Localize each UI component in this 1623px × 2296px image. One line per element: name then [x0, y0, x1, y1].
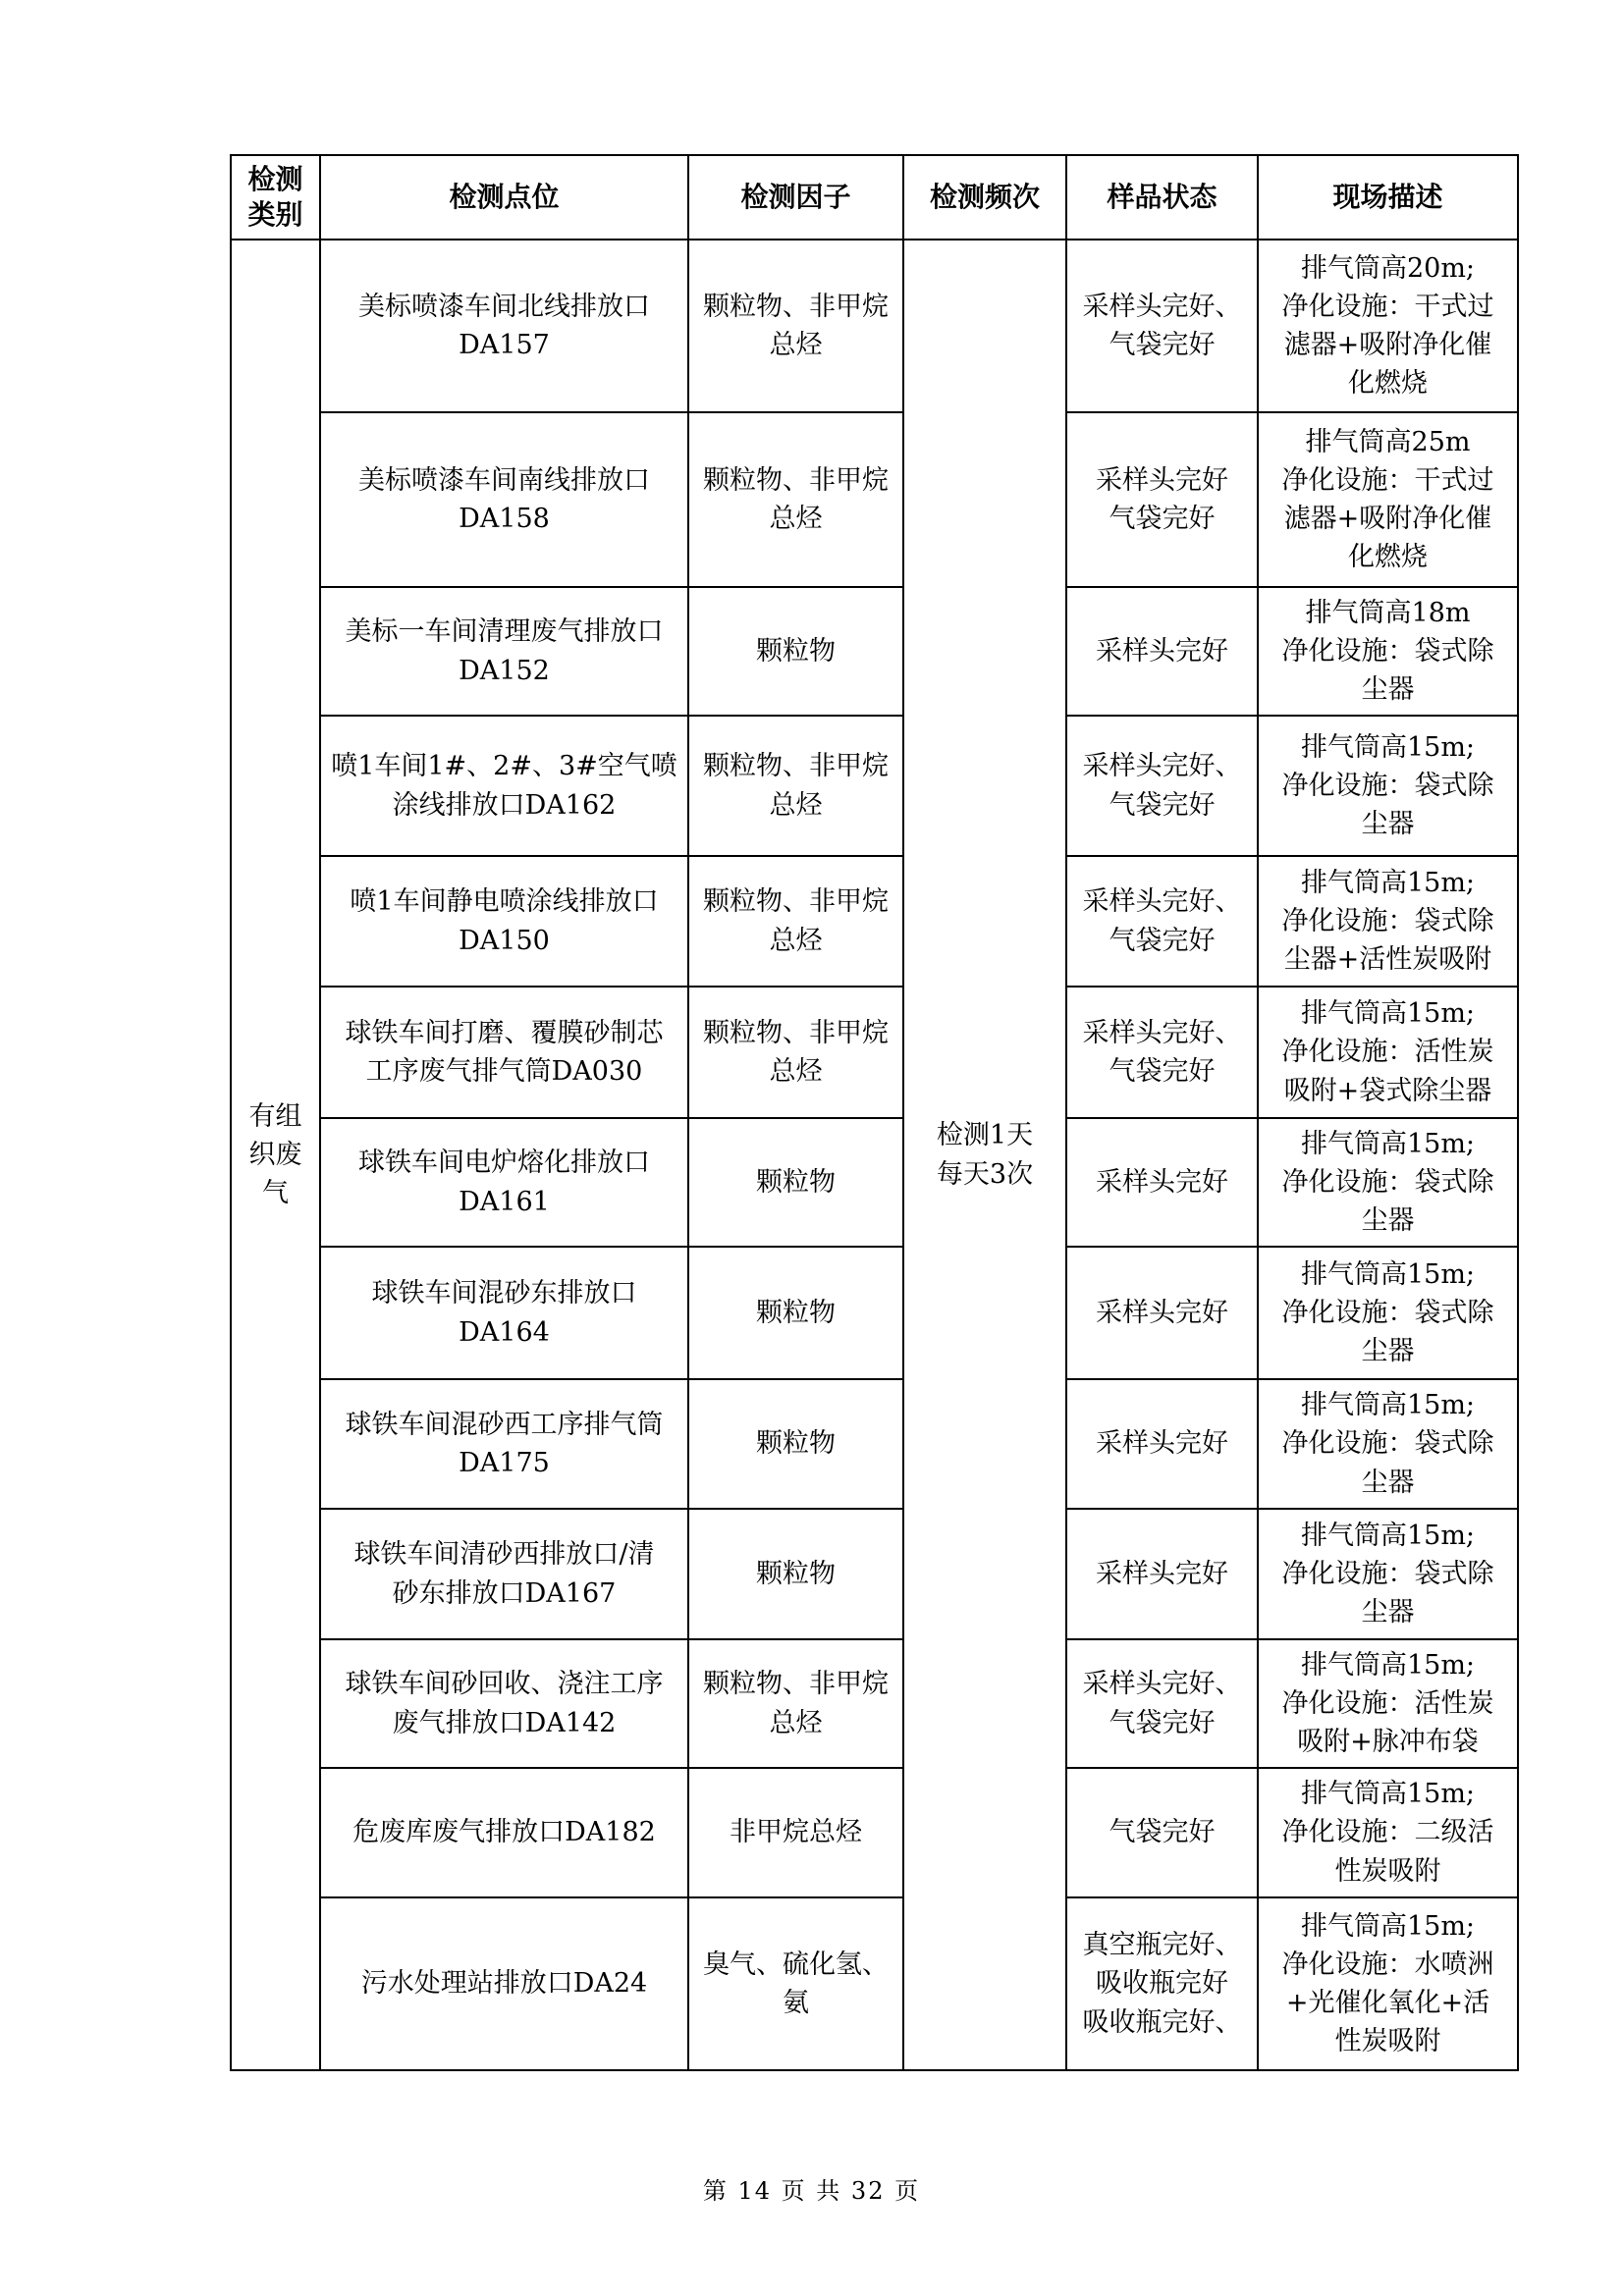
site-description-cell: 排气筒高15m; 净化设施：袋式除 尘器 — [1258, 1247, 1518, 1379]
header-factor: 检测因子 — [688, 155, 903, 240]
sample-state-cell: 采样头完好 — [1066, 587, 1258, 716]
table-row — [231, 1509, 1518, 1639]
point-cell: 球铁车间电炉熔化排放口 DA161 — [320, 1118, 688, 1247]
site-description-cell: 排气筒高15m; 净化设施：袋式除 尘器 — [1258, 1118, 1518, 1247]
point-cell: 美标喷漆车间北线排放口 DA157 — [320, 240, 688, 412]
sample-state-cell: 采样头完好、 气袋完好 — [1066, 987, 1258, 1118]
sample-state-cell: 采样头完好 — [1066, 1247, 1258, 1379]
point-cell: 美标一车间清理废气排放口 DA152 — [320, 587, 688, 716]
site-description-cell: 排气筒高15m; 净化设施：袋式除 尘器 — [1258, 716, 1518, 856]
sample-state-cell: 采样头完好 气袋完好 — [1066, 412, 1258, 587]
point-cell: 喷1车间静电喷涂线排放口 DA150 — [320, 856, 688, 987]
table-row — [231, 1118, 1518, 1247]
factor-cell: 颗粒物、非甲烷 总烃 — [688, 412, 903, 587]
factor-cell: 颗粒物 — [688, 1247, 903, 1379]
factor-cell: 非甲烷总烃 — [688, 1768, 903, 1897]
sample-state-cell: 采样头完好 — [1066, 1379, 1258, 1509]
monitoring-table — [230, 154, 1519, 2071]
table-row — [231, 1768, 1518, 1897]
table-row — [231, 856, 1518, 987]
sample-state-cell: 气袋完好 — [1066, 1768, 1258, 1897]
site-description-cell: 排气筒高15m; 净化设施：活性炭 吸附+袋式除尘器 — [1258, 987, 1518, 1118]
point-cell: 球铁车间混砂东排放口 DA164 — [320, 1247, 688, 1379]
point-cell: 危废库废气排放口DA182 — [320, 1768, 688, 1897]
header-row — [231, 155, 1518, 240]
table-row — [231, 1379, 1518, 1509]
factor-cell: 颗粒物、非甲烷 总烃 — [688, 1639, 903, 1768]
table-row — [231, 587, 1518, 716]
sample-state-cell: 采样头完好、 气袋完好 — [1066, 856, 1258, 987]
point-cell: 球铁车间打磨、覆膜砂制芯 工序废气排气筒DA030 — [320, 987, 688, 1118]
site-description-cell: 排气筒高18m 净化设施：袋式除 尘器 — [1258, 587, 1518, 716]
sample-state-cell: 采样头完好、 气袋完好 — [1066, 1639, 1258, 1768]
site-description-cell: 排气筒高15m; 净化设施：袋式除 尘器+活性炭吸附 — [1258, 856, 1518, 987]
factor-cell: 颗粒物、非甲烷 总烃 — [688, 716, 903, 856]
header-sample-state: 样品状态 — [1066, 155, 1258, 240]
site-description-cell: 排气筒高15m; 净化设施：袋式除 尘器 — [1258, 1509, 1518, 1639]
point-cell: 喷1车间1#、2#、3#空气喷 涂线排放口DA162 — [320, 716, 688, 856]
header-category: 检测 类别 — [231, 155, 320, 240]
factor-cell: 颗粒物、非甲烷 总烃 — [688, 240, 903, 412]
factor-cell: 颗粒物、非甲烷 总烃 — [688, 987, 903, 1118]
point-cell: 球铁车间混砂西工序排气筒 DA175 — [320, 1379, 688, 1509]
sample-state-cell: 真空瓶完好、 吸收瓶完好 吸收瓶完好、 — [1066, 1897, 1258, 2070]
table-row — [231, 1247, 1518, 1379]
factor-cell: 颗粒物 — [688, 587, 903, 716]
point-cell: 球铁车间砂回收、浇注工序 废气排放口DA142 — [320, 1639, 688, 1768]
table-row — [231, 1639, 1518, 1768]
page-footer: 第 14 页 共 32 页 — [702, 2177, 921, 2205]
factor-cell: 颗粒物 — [688, 1379, 903, 1509]
header-point: 检测点位 — [320, 155, 688, 240]
factor-cell: 颗粒物 — [688, 1509, 903, 1639]
table-body — [231, 240, 1518, 2070]
site-description-cell: 排气筒高15m; 净化设施：袋式除 尘器 — [1258, 1379, 1518, 1509]
site-description-cell: 排气筒高25m 净化设施：干式过 滤器+吸附净化催 化燃烧 — [1258, 412, 1518, 587]
sample-state-cell: 采样头完好、 气袋完好 — [1066, 716, 1258, 856]
factor-cell: 颗粒物 — [688, 1118, 903, 1247]
point-cell: 美标喷漆车间南线排放口 DA158 — [320, 412, 688, 587]
category-cell: 有组 织废 气 — [231, 240, 320, 2070]
table-row — [231, 412, 1518, 587]
header-site-description: 现场描述 — [1258, 155, 1518, 240]
frequency-cell: 检测1天 每天3次 — [903, 240, 1066, 2070]
sample-state-cell: 采样头完好、 气袋完好 — [1066, 240, 1258, 412]
table-row — [231, 240, 1518, 412]
site-description-cell: 排气筒高15m; 净化设施：活性炭 吸附+脉冲布袋 — [1258, 1639, 1518, 1768]
table-row — [231, 716, 1518, 856]
site-description-cell: 排气筒高15m; 净化设施：水喷洲 +光催化氧化+活 性炭吸附 — [1258, 1897, 1518, 2070]
factor-cell: 颗粒物、非甲烷 总烃 — [688, 856, 903, 987]
sample-state-cell: 采样头完好 — [1066, 1509, 1258, 1639]
site-description-cell: 排气筒高15m; 净化设施：二级活 性炭吸附 — [1258, 1768, 1518, 1897]
point-cell: 污水处理站排放口DA24 — [320, 1897, 688, 2070]
header-frequency: 检测频次 — [903, 155, 1066, 240]
sample-state-cell: 采样头完好 — [1066, 1118, 1258, 1247]
table-row — [231, 987, 1518, 1118]
point-cell: 球铁车间清砂西排放口/清 砂东排放口DA167 — [320, 1509, 688, 1639]
table-row — [231, 1897, 1518, 2070]
site-description-cell: 排气筒高20m; 净化设施：干式过 滤器+吸附净化催 化燃烧 — [1258, 240, 1518, 412]
factor-cell: 臭气、硫化氢、 氨 — [688, 1897, 903, 2070]
